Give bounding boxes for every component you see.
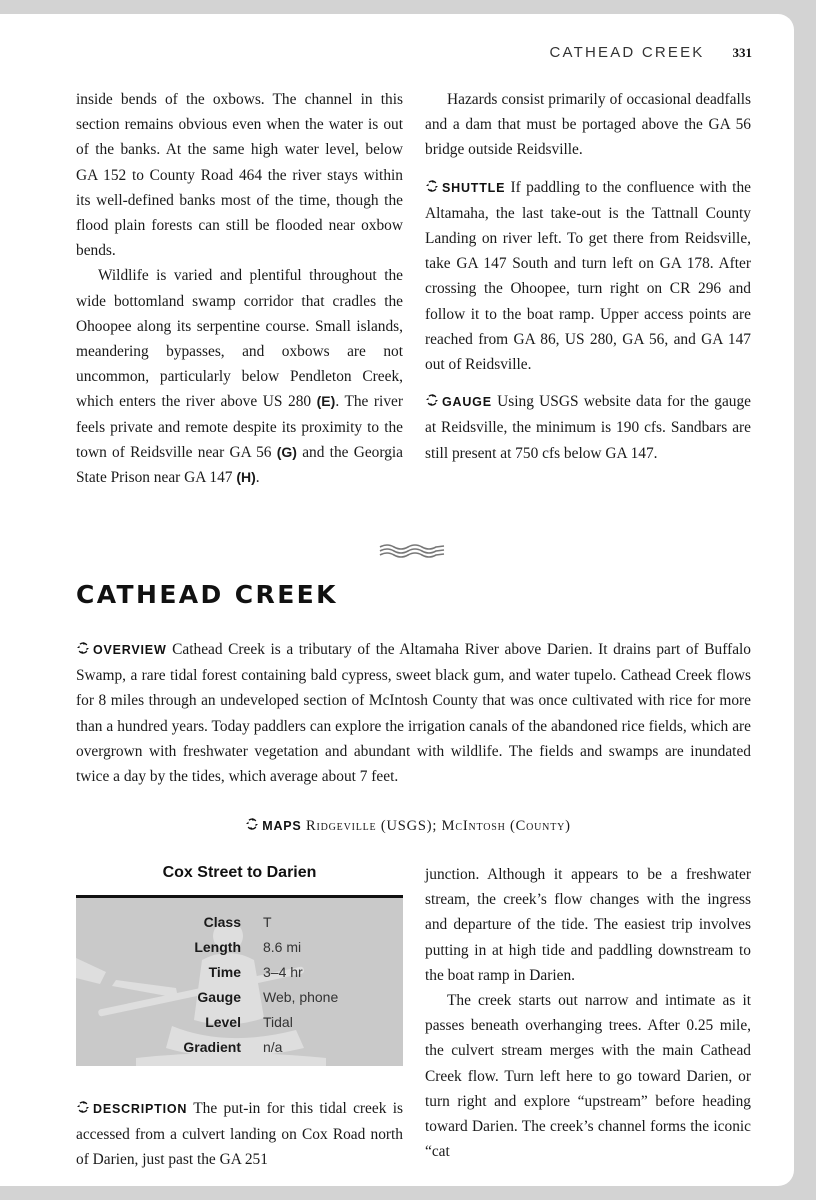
maps-label: MAPS — [262, 819, 302, 833]
description-block — [76, 1096, 403, 1173]
info-row-length — [76, 939, 403, 964]
info-value: Web, phone — [263, 989, 339, 1005]
maps-text: Ridgeville (USGS); McIntosh (County) — [306, 818, 571, 834]
column-top-left — [76, 87, 403, 490]
column-top-right — [425, 87, 751, 466]
info-key: Gauge — [197, 989, 241, 1005]
info-value: 8.6 mi — [263, 939, 302, 955]
info-key: Level — [205, 1014, 241, 1030]
section-marker-icon — [425, 393, 439, 407]
info-row-gradient — [76, 1039, 403, 1064]
paragraph: inside bends of the oxbows. The channel in this section remains obvious even when the water is out of the banks. At the same high water level, below GA 152 to County Road 464 the river stays within its well-defined banks most of the time, though the flood plain forests can still be flooded near oxbow bends. — [76, 91, 403, 260]
overview-label: OVERVIEW — [93, 643, 167, 657]
map-ref-g: (G) — [276, 443, 297, 460]
column-bottom-right — [425, 862, 751, 1164]
paragraph-shuttle — [425, 175, 751, 378]
text-run: The put-in for this tidal creek is accessed from a culvert landing on Cox Road north of Darien, just past the GA 251 — [76, 1100, 403, 1169]
book-page — [0, 14, 794, 1186]
map-ref-e: (E) — [316, 393, 336, 410]
trip-infobox — [76, 895, 403, 1066]
wave-divider-icon — [378, 541, 446, 561]
paragraph-wildlife — [76, 263, 403, 490]
paragraph: The creek starts out narrow and intimate as it passes beneath overhanging trees. After 0.25 mile, the culvert stream merges with the main Cathead Creek flow. Turn left here to go toward Darien, or turn right and explore “upstream” before heading toward Darien. The creek’s channel forms the iconic “cat — [425, 992, 751, 1161]
section-marker-icon — [245, 817, 259, 831]
section-title: CATHEAD CREEK — [76, 580, 338, 609]
info-row-time — [76, 964, 403, 989]
info-value: n/a — [263, 1039, 283, 1055]
text-run: Cathead Creek is a tributary of the Altamaha River above Darien. It drains part of Buffalo Swamp, a rare tidal forest containing bald cypress, sweet black gum, and water tupelo. Cathead Creek flows for 8 miles through an undeveloped section of McIntosh County that was once cultivated with rice for more than a hundred years. Today paddlers can explore the irrigation canals of the abandoned rice fields, which are overgrown with freshwater vegetation and abundant with wildlife. The fields and swamps are inundated twice a day by the tides, which average about 7 feet. — [76, 641, 751, 786]
info-key: Length — [194, 939, 241, 955]
section-marker-icon — [425, 179, 439, 193]
paragraph-description — [76, 1096, 403, 1173]
info-value: 3–4 hr — [263, 964, 303, 980]
info-value: Tidal — [263, 1014, 293, 1030]
text-run: Using USGS website data for the gauge at Reidsville, the minimum is 190 cfs. Sandbars are still present at 750 cfs below GA 147. — [425, 393, 751, 462]
section-marker-icon — [76, 1100, 90, 1114]
info-row-class — [76, 914, 403, 939]
running-head-title: CATHEAD CREEK — [549, 44, 705, 61]
paragraph: junction. Although it appears to be a freshwater stream, the creek’s flow changes with the ingress and departure of the tide. The easiest trip involves putting in at high tide and paddling downstream to the boat ramp in Darien. — [425, 866, 751, 984]
gauge-label: GAUGE — [442, 395, 492, 410]
section-marker-icon — [76, 641, 90, 655]
paragraph-gauge — [425, 389, 751, 466]
info-row-level — [76, 1014, 403, 1039]
running-head — [549, 44, 752, 61]
info-key: Time — [208, 964, 241, 980]
page-number: 331 — [732, 45, 752, 60]
paragraph-overview — [76, 637, 751, 789]
info-key: Gradient — [183, 1039, 241, 1055]
info-row-gauge — [76, 989, 403, 1014]
map-ref-h: (H) — [236, 469, 256, 486]
info-value: T — [263, 914, 272, 930]
text-run: . The river feels private and remote despite its proximity to the town of Reidsville near GA 56 — [76, 393, 403, 461]
infobox-title: Cox Street to Darien — [162, 864, 317, 881]
description-label: DESCRIPTION — [93, 1102, 188, 1116]
text-run: Wildlife is varied and plentiful throughout the wide bottomland swamp corridor that cradles the Ohoopee along its serpentine course. Small islands, meandering bypasses, and oxbows are not uncommon, particularly below Pendleton Creek, which enters the river above US 280 — [76, 267, 403, 411]
text-run: and the Georgia State Prison near GA 147 — [76, 443, 403, 487]
shuttle-label: SHUTTLE — [442, 180, 506, 195]
paragraph-hazards: Hazards consist primarily of occasional deadfalls and a dam that must be portaged above the GA 56 bridge outside Reidsville. — [425, 91, 751, 159]
info-key: Class — [203, 914, 241, 930]
text-run: . — [255, 469, 260, 487]
text-run: If paddling to the confluence with the Altamaha, the last take-out is the Tattnall County Landing on river left. To get there from Reidsville, take GA 147 South and turn left on GA 178. After crossing the Ohoopee, turn right on CR 296 and follow it to the boat ramp. Upper access points are reached from GA 86, US 280, GA 56, and GA 147 out of Reidsville. — [425, 178, 751, 374]
maps-line — [0, 817, 816, 835]
overview-block — [76, 637, 751, 789]
